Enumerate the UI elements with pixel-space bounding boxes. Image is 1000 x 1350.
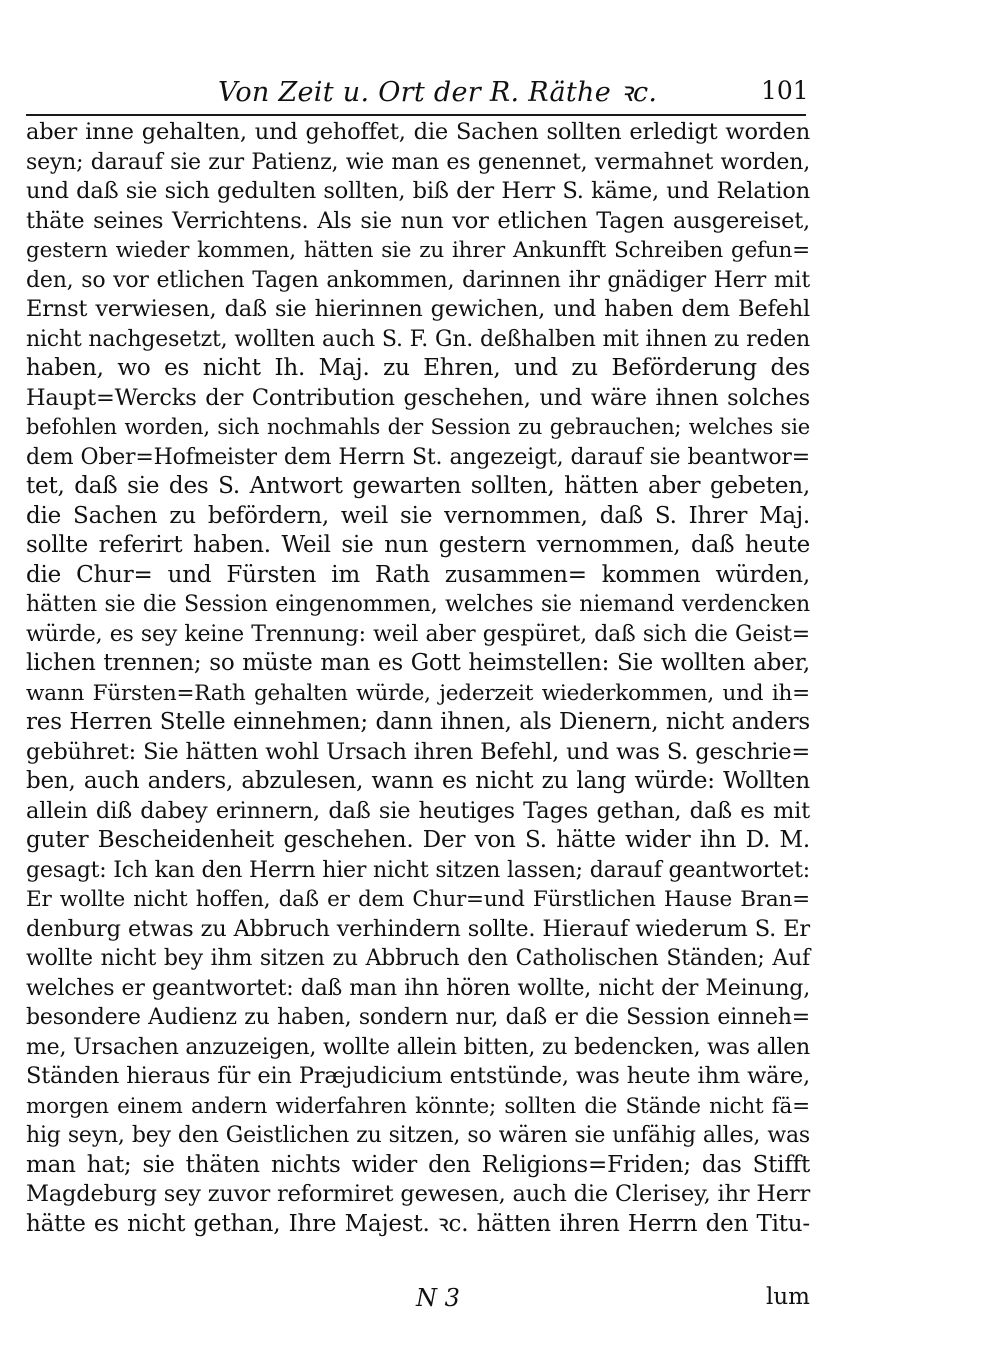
- text-line: Haupt=Wercks der Contribution geschehen, und wäre ihnen solches: [26, 384, 810, 411]
- text-line: dem Ober=Hofmeister dem Herrn St. angezeigt, darauf sie beantwor=: [26, 444, 810, 470]
- text-line: me, Ursachen anzuzeigen, wollte allein bitten, zu bedencken, was allen: [26, 1034, 810, 1060]
- text-line: haben, wo es nicht Ih. Maj. zu Ehren, und zu Beförderung des: [26, 355, 810, 381]
- text-line: und daß sie sich gedulten sollten, biß der Herr S. käme, und Relation: [26, 178, 810, 204]
- text-line: wollte nicht bey ihm sitzen zu Abbruch den Catholischen Ständen; Auf: [26, 946, 810, 971]
- text-line: ben, auch anders, abzulesen, wann es nicht zu lang würde: Wollten: [26, 768, 810, 794]
- header-rule: [26, 114, 806, 116]
- text-line: hig seyn, bey den Geistlichen zu sitzen, so wären sie unfähig alles, was: [26, 1123, 810, 1148]
- text-line: gebühret: Sie hätten wohl Ursach ihren Befehl, und was S. geschrie=: [26, 738, 810, 765]
- catchword: lum: [766, 1284, 810, 1310]
- text-line: Ernst verwiesen, daß sie hierinnen gewichen, und haben dem Befehl: [26, 296, 810, 322]
- text-line: den, so vor etlichen Tagen ankommen, darinnen ihr gnädiger Herr mit: [26, 267, 810, 293]
- text-line: die Chur= und Fürsten im Rath zusammen= kommen würden,: [26, 561, 810, 588]
- text-line: aber inne gehalten, und gehoffet, die Sachen sollten erledigt worden: [26, 119, 810, 145]
- body-text: [26, 118, 810, 1239]
- text-line: gestern wieder kommen, hätten sie zu ihrer Ankunfft Schreiben gefun=: [26, 238, 810, 263]
- text-line: sollte referirt haben. Weil sie nun gestern vernommen, daß heute: [26, 532, 810, 558]
- text-line: tet, daß sie des S. Antwort gewarten sollten, hätten aber gebeten,: [26, 473, 810, 499]
- text-line: hätte es nicht gethan, Ihre Majest. ꝛc. hätten ihren Herrn den Titu-: [26, 1210, 810, 1237]
- text-line: nicht nachgesetzt, wollten auch S. F. Gn. deßhalben mit ihnen zu reden: [26, 326, 810, 352]
- text-line: lichen trennen; so müste man es Gott heimstellen: Sie wollten aber,: [26, 650, 810, 676]
- text-line: seyn; darauf sie zur Patienz, wie man es genennet, vermahnet worden,: [26, 149, 810, 175]
- text-line: morgen einem andern widerfahren könnte; sollten die Stände nicht fä=: [26, 1093, 810, 1119]
- running-title: Von Zeit u. Ort der R. Räthe ꝛc.: [218, 77, 658, 108]
- text-line: gesagt: Ich kan den Herrn hier nicht sitzen lassen; darauf geantwortet:: [26, 857, 810, 883]
- text-line: allein diß dabey erinnern, daß sie heutiges Tages gethan, daß es mit: [26, 797, 810, 824]
- text-line: man hat; sie thäten nichts wider den Religions=Friden; das Stifft: [26, 1151, 810, 1178]
- text-line: besondere Audienz zu haben, sondern nur, daß er die Session einneh=: [26, 1005, 810, 1030]
- text-line: Ständen hieraus für ein Præjudicium entstünde, was heute ihm wäre,: [26, 1063, 810, 1089]
- text-line: thäte seines Verrichtens. Als sie nun vor etlichen Tagen ausgereiset,: [26, 207, 810, 234]
- text-line: die Sachen zu befördern, weil sie vernommen, daß S. Ihrer Maj.: [26, 502, 810, 529]
- text-line: befohlen worden, sich nochmahls der Session zu gebrauchen; welches sie: [26, 415, 810, 439]
- text-line: res Herren Stelle einnehmen; dann ihnen, als Dienern, nicht anders: [26, 709, 810, 735]
- page-footer: [26, 1284, 810, 1318]
- page-number: 101: [761, 76, 809, 105]
- text-line: hätten sie die Session eingenommen, welches sie niemand verdencken: [26, 592, 810, 617]
- text-line: welches er geantwortet: daß man ihn hören wollte, nicht der Meinung,: [26, 975, 810, 1001]
- signature-mark: N 3: [416, 1284, 460, 1312]
- text-line: Er wollte nicht hoffen, daß er dem Chur=und Fürstlichen Hause Bran=: [26, 887, 810, 912]
- text-line: würde, es sey keine Trennung: weil aber gespüret, daß sich die Geist=: [26, 621, 810, 647]
- text-line: denburg etwas zu Abbruch verhindern sollte. Hierauf wiederum S. Er: [26, 915, 810, 942]
- text-line: guter Bescheidenheit geschehen. Der von S. hätte wider ihn D. M.: [26, 827, 810, 853]
- text-line: Magdeburg sey zuvor reformiret gewesen, auch die Clerisey, ihr Herr: [26, 1181, 810, 1207]
- running-head: [26, 72, 826, 112]
- text-line: wann Fürsten=Rath gehalten würde, jederzeit wiederkommen, und ih=: [26, 680, 810, 706]
